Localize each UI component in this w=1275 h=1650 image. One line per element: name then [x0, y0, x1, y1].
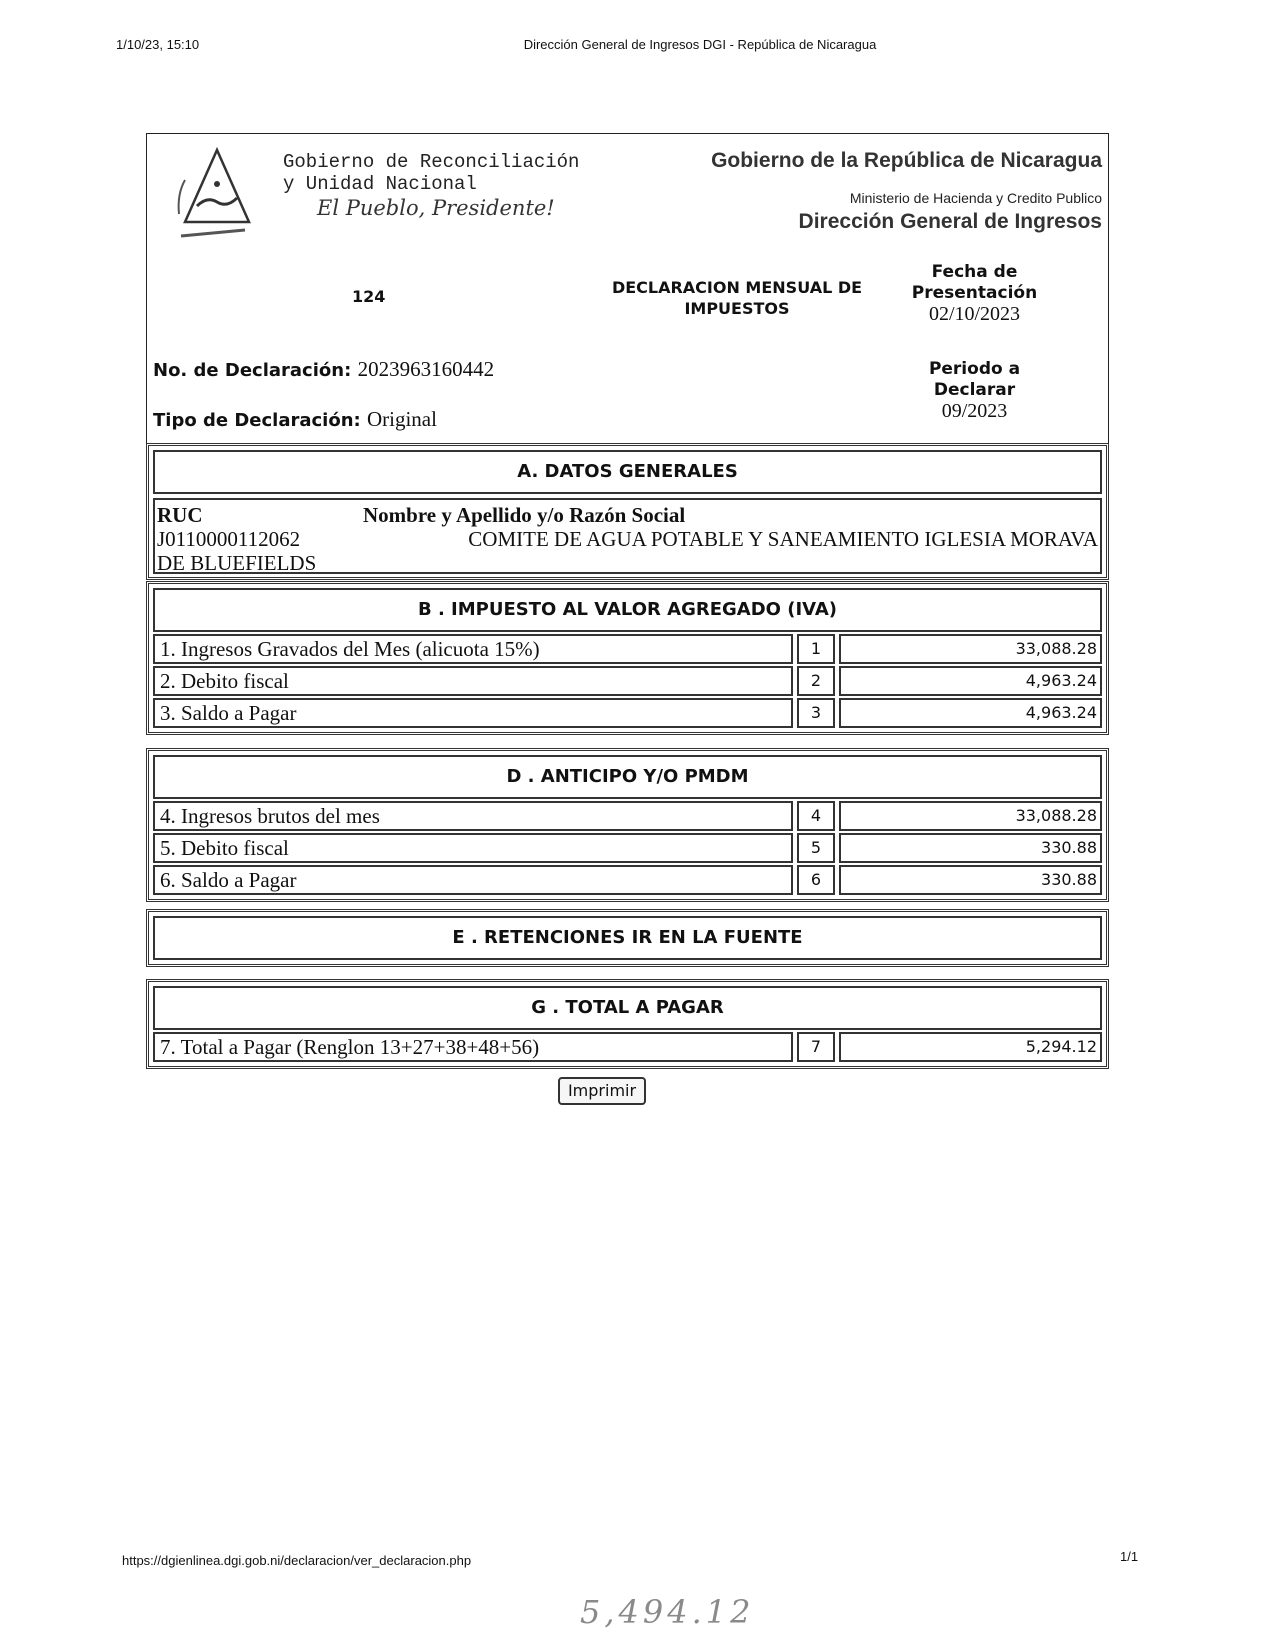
table-row: [153, 801, 1102, 831]
row-label: 2. Debito fiscal: [153, 666, 793, 696]
handwritten-slogan: El Pueblo, Presidente!: [317, 196, 555, 220]
declaration-title-line2: IMPUESTOS: [684, 299, 790, 318]
datos-generales-box: [153, 498, 1102, 574]
row-number: 4: [797, 801, 835, 831]
section-title: A. DATOS GENERALES: [153, 450, 1102, 494]
table-row: [153, 634, 1102, 664]
fecha-label-1: Fecha de: [931, 262, 1018, 282]
declaration-header: [146, 133, 1109, 469]
row-label: 5. Debito fiscal: [153, 833, 793, 863]
gov-left-line1: Gobierno de Reconciliación: [283, 151, 580, 173]
print-footer-page: 1/1: [1120, 1549, 1139, 1564]
declaration-title: [597, 277, 877, 319]
row-amount: 330.88: [839, 865, 1102, 895]
government-slogan-block: [283, 151, 579, 195]
table-row: [153, 666, 1102, 696]
row-amount: 4,963.24: [839, 666, 1102, 696]
row-number: 6: [797, 865, 835, 895]
row-amount: 33,088.28: [839, 634, 1102, 664]
ministry-name: Ministerio de Hacienda y Credito Publico: [849, 190, 1102, 206]
section-title: G . TOTAL A PAGAR: [153, 986, 1102, 1030]
razon-social-line2: DE BLUEFIELDS: [157, 551, 317, 575]
periodo-value: 09/2023: [941, 400, 1008, 422]
section-title: E . RETENCIONES IR EN LA FUENTE: [153, 916, 1102, 960]
section-total: [146, 979, 1109, 1069]
no-decl-value: 2023963160442: [357, 357, 495, 381]
tipo-declaracion: [153, 407, 437, 432]
dgi-name: Dirección General de Ingresos: [798, 210, 1102, 233]
row-amount: 4,963.24: [839, 698, 1102, 728]
row-label: 3. Saldo a Pagar: [153, 698, 793, 728]
row-amount: 33,088.28: [839, 801, 1102, 831]
handwritten-note: 5,494.12: [580, 1593, 755, 1631]
declaration-document: [146, 133, 1109, 1133]
numero-declaracion: [153, 357, 494, 382]
section-anticipo: [146, 748, 1109, 902]
row-number: 3: [797, 698, 835, 728]
razon-social-line1: COMITE DE AGUA POTABLE Y SANEAMIENTO IGLESIA MORAVA: [468, 527, 1098, 551]
print-header-title: Dirección General de Ingresos DGI - República de Nicaragua: [523, 37, 877, 52]
ruc-value: J0110000112062: [157, 527, 301, 551]
row-number: 5: [797, 833, 835, 863]
tipo-value: Original: [366, 407, 437, 431]
nombre-label: Nombre y Apellido y/o Razón Social: [363, 503, 686, 527]
no-decl-label: No. de Declaración:: [153, 360, 352, 381]
table-row: [153, 698, 1102, 728]
periodo-label-2: Declarar: [933, 380, 1016, 400]
section-retenciones: [146, 909, 1109, 967]
table-row: [153, 1032, 1102, 1062]
row-number: 2: [797, 666, 835, 696]
fecha-presentacion: [892, 262, 1057, 325]
gov-republic-title: Gobierno de la República de Nicaragua: [711, 149, 1102, 172]
row-amount: 5,294.12: [839, 1032, 1102, 1062]
table-row: [153, 833, 1102, 863]
declaration-title-line1: DECLARACION MENSUAL DE: [611, 278, 863, 297]
row-label: 4. Ingresos brutos del mes: [153, 801, 793, 831]
print-footer-url: https://dgienlinea.dgi.gob.ni/declaracion/ver_declaracion.php: [122, 1553, 472, 1568]
print-header-datetime: 1/10/23, 15:10: [116, 37, 200, 52]
section-title: D . ANTICIPO Y/O PMDM: [153, 755, 1102, 799]
periodo-declarar: [892, 359, 1057, 422]
row-number: 7: [797, 1032, 835, 1062]
row-label: 6. Saldo a Pagar: [153, 865, 793, 895]
section-title: B . IMPUESTO AL VALOR AGREGADO (IVA): [153, 588, 1102, 632]
periodo-label-1: Periodo a: [928, 359, 1021, 379]
row-label: 1. Ingresos Gravados del Mes (alicuota 15%): [153, 634, 793, 664]
section-iva: [146, 581, 1109, 735]
fecha-label-2: Presentación: [911, 283, 1038, 303]
print-button[interactable]: Imprimir: [558, 1077, 646, 1105]
gov-left-line2: y Unidad Nacional: [283, 173, 477, 195]
table-row: [153, 865, 1102, 895]
ruc-label: RUC: [157, 503, 203, 527]
tipo-label: Tipo de Declaración:: [153, 410, 361, 431]
fecha-value: 02/10/2023: [928, 303, 1021, 325]
row-number: 1: [797, 634, 835, 664]
row-label: 7. Total a Pagar (Renglon 13+27+38+48+56): [153, 1032, 793, 1062]
form-number: 124: [352, 287, 386, 306]
row-amount: 330.88: [839, 833, 1102, 863]
government-logo-icon: [175, 144, 259, 244]
section-datos-generales: [146, 443, 1109, 580]
